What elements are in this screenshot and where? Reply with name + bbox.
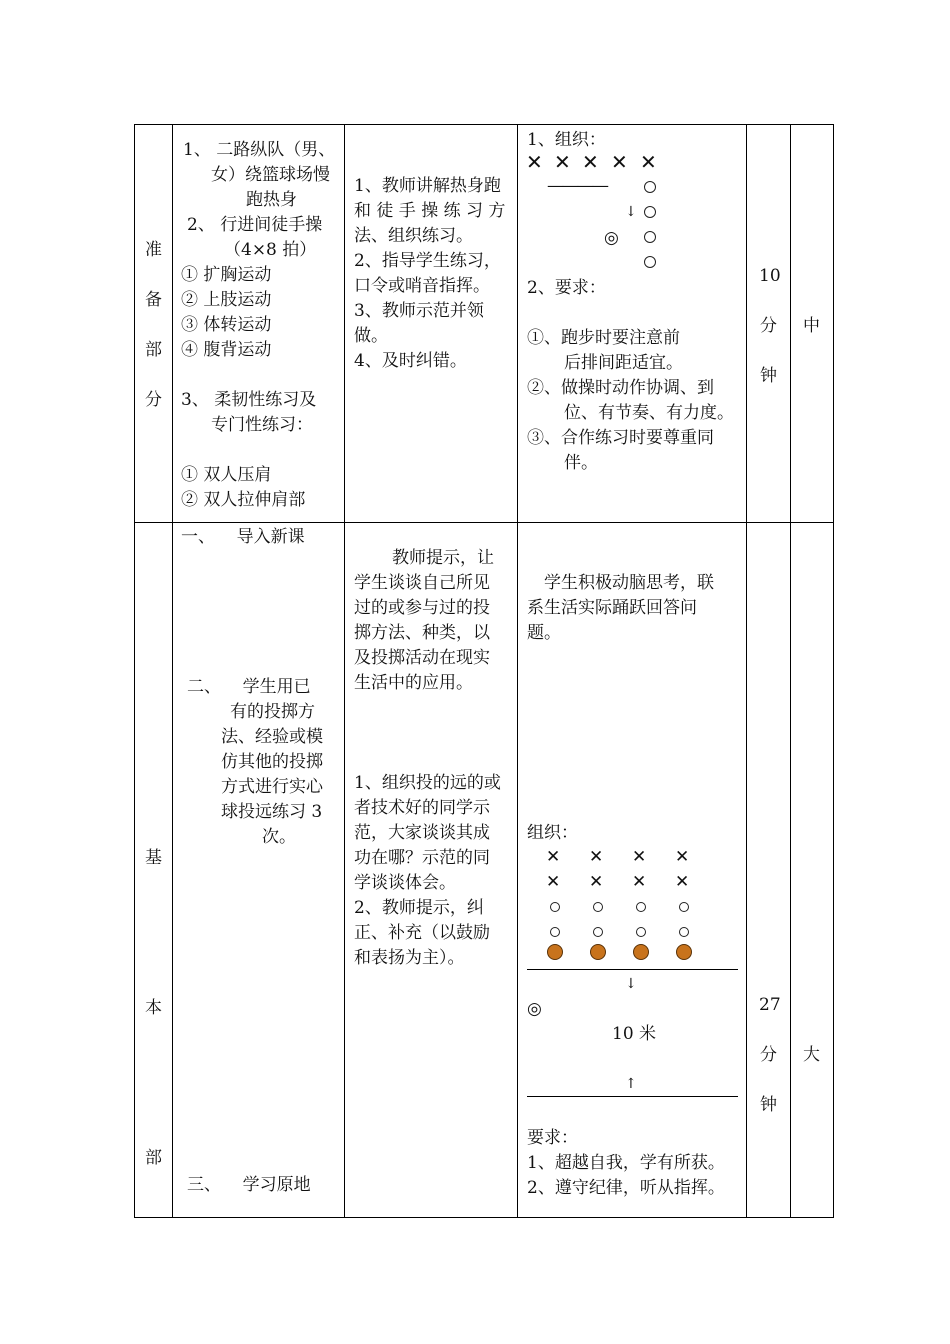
student-circle-icon <box>550 927 560 937</box>
basic-teacher-line: 学谈谈体会。 <box>354 873 456 893</box>
table-col-divider <box>172 124 173 1218</box>
table-col-divider <box>790 124 791 1218</box>
basic-content-line: 次。 <box>262 827 296 847</box>
basic-teacher-line: 掷方法、种类，以 <box>354 623 490 643</box>
student-cross-icon: ✕ <box>546 847 561 867</box>
basic-content-line: 一、 导入新课 <box>181 527 305 547</box>
student-circle-icon <box>593 902 603 912</box>
prep-content-line: ④ 腹背运动 <box>181 340 272 360</box>
prep-content-line: 女）绕篮球场慢 <box>211 165 330 185</box>
student-circle-icon <box>679 927 689 937</box>
student-cross-icon: ✕ <box>611 150 628 174</box>
basic-req-line: 2、遵守纪律，听从指挥。 <box>527 1178 725 1198</box>
prep-content-line: 2、 行进间徒手操 <box>187 215 323 235</box>
prep-req-line: 后排间距适宜。 <box>564 353 683 373</box>
prep-content-line: 3、 柔韧性练习及 <box>181 390 317 410</box>
arrow-down-icon: ↓ <box>625 204 637 220</box>
prep-teacher-line: 口令或哨音指挥。 <box>354 276 490 296</box>
basic-content-line: 球投远练习 3 <box>221 802 323 822</box>
table-col-divider <box>517 124 518 1218</box>
student-cross-icon: ✕ <box>632 847 647 867</box>
prep-org-title: 1、组织： <box>527 130 606 150</box>
basic-time-unit: 钟 <box>760 1095 777 1115</box>
basic-student-line: 学生积极动脑思考，联 <box>544 573 714 593</box>
prep-teacher-line: 2、指导学生练习， <box>354 251 501 271</box>
table-col-divider <box>746 124 747 1218</box>
student-circle-icon <box>644 181 656 193</box>
prep-content-line: 跑热身 <box>246 190 297 210</box>
prep-req-line: ②、做操时动作协调、到 <box>527 378 714 398</box>
basic-teacher-line: 及投掷活动在现实 <box>354 648 490 668</box>
basic-teacher-line: 生活中的应用。 <box>354 673 473 693</box>
student-cross-icon: ✕ <box>640 150 657 174</box>
basic-content-line: 仿其他的投掷 <box>221 752 323 772</box>
student-cross-icon: ✕ <box>582 150 599 174</box>
student-cross-icon: ✕ <box>546 872 561 892</box>
prep-content-line: ② 上肢运动 <box>181 290 272 310</box>
prep-content-line: ② 双人拉伸肩部 <box>181 490 306 510</box>
section-label-char: 基 <box>145 848 162 868</box>
medicine-ball-icon <box>590 944 606 960</box>
basic-teacher-line: 范，大家谈谈其成 <box>354 823 490 843</box>
prep-content-line: 1、 二路纵队（男、 <box>183 140 336 160</box>
student-cross-icon: ✕ <box>589 847 604 867</box>
section-label-char: 准 <box>145 240 162 260</box>
basic-student-line: 题。 <box>527 623 561 643</box>
table-border-right <box>833 124 834 1218</box>
prep-teacher-line: 和 徒 手 操 练 习 方 <box>354 201 506 221</box>
teacher-double-circle-icon: ◎ <box>604 228 619 248</box>
basic-req-title: 要求： <box>527 1128 578 1148</box>
prep-intensity: 中 <box>803 316 820 336</box>
prep-teacher-line: 1、教师讲解热身跑 <box>354 176 501 196</box>
basic-content-line: 三、 学习原地 <box>187 1175 311 1195</box>
basic-teacher-line: 正、补充（以鼓励 <box>354 923 490 943</box>
student-circle-icon <box>550 902 560 912</box>
prep-teacher-line: 做。 <box>354 326 388 346</box>
basic-teacher-line: 功在哪？示范的同 <box>354 848 490 868</box>
basic-teacher-line: 2、教师提示，纠 <box>354 898 484 918</box>
basic-student-line: 系生活实际踊跃回答问 <box>527 598 697 618</box>
prep-time-unit: 分 <box>760 316 777 336</box>
basic-content-line: 二、 学生用已 <box>187 677 311 697</box>
student-circle-icon <box>636 902 646 912</box>
prep-req-line: 伴。 <box>564 453 598 473</box>
basic-req-line: 1、超越自我，学有所获。 <box>527 1153 725 1173</box>
prep-teacher-line: 法、组织练习。 <box>354 226 473 246</box>
prep-content-line: ① 扩胸运动 <box>181 265 272 285</box>
student-cross-icon: ✕ <box>589 872 604 892</box>
student-cross-icon: ✕ <box>675 872 690 892</box>
student-cross-icon: ✕ <box>526 150 543 174</box>
section-label-char: 分 <box>145 390 162 410</box>
basic-content-line: 有的投掷方 <box>230 702 315 722</box>
table-border-left <box>134 124 135 1218</box>
student-circle-icon <box>644 206 656 218</box>
student-circle-icon <box>593 927 603 937</box>
student-cross-icon: ✕ <box>632 872 647 892</box>
prep-req-line: 位、有节奏、有力度。 <box>564 403 734 423</box>
basic-teacher-line: 者技术好的同学示 <box>354 798 490 818</box>
basic-content-line: 方式进行实心 <box>221 777 323 797</box>
table-col-divider <box>344 124 345 1218</box>
arrow-up-icon: ↑ <box>625 1076 637 1092</box>
student-circle-icon <box>636 927 646 937</box>
basic-time-unit: 分 <box>760 1045 777 1065</box>
basic-intensity: 大 <box>803 1045 820 1065</box>
medicine-ball-icon <box>547 944 563 960</box>
table-row-divider <box>134 522 834 523</box>
distance-label: 10 米 <box>612 1024 657 1044</box>
landing-line <box>527 1096 738 1097</box>
arrow-down-icon: ↓ <box>625 976 637 992</box>
basic-teacher-line: 过的或参与过的投 <box>354 598 490 618</box>
basic-teacher-line: 和表扬为主）。 <box>354 948 465 968</box>
student-circle-icon <box>679 902 689 912</box>
student-circle-icon <box>644 231 656 243</box>
medicine-ball-icon <box>633 944 649 960</box>
basic-time-value: 27 <box>759 995 781 1015</box>
basic-teacher-line: 1、组织投的远的或 <box>354 773 501 793</box>
teacher-double-circle-icon: ◎ <box>527 999 542 1019</box>
section-label-char: 备 <box>145 290 162 310</box>
table-border-bottom <box>134 1217 834 1218</box>
prep-time-value: 10 <box>759 266 781 286</box>
student-cross-icon: ✕ <box>675 847 690 867</box>
basic-teacher-line: 学生谈谈自己所见 <box>354 573 490 593</box>
section-label-char: 部 <box>145 1148 162 1168</box>
table-border-top <box>134 124 834 125</box>
basic-org-title: 组织： <box>527 823 578 843</box>
prep-content-line: 专门性练习： <box>211 415 313 435</box>
student-cross-icon: ✕ <box>554 150 571 174</box>
prep-req-line: ①、跑步时要注意前 <box>527 328 680 348</box>
throw-line <box>527 969 738 970</box>
prep-teacher-line: 4、及时纠错。 <box>354 351 467 371</box>
section-label-char: 部 <box>145 340 162 360</box>
prep-req-title: 2、要求： <box>527 278 606 298</box>
basic-teacher-line: 教师提示，让 <box>392 548 494 568</box>
prep-content-line: ③ 体转运动 <box>181 315 272 335</box>
medicine-ball-icon <box>676 944 692 960</box>
basic-content-line: 法、经验或模 <box>221 727 323 747</box>
student-circle-icon <box>644 256 656 268</box>
prep-req-line: ③、合作练习时要尊重同 <box>527 428 714 448</box>
prep-content-line: ① 双人压肩 <box>181 465 272 485</box>
prep-content-line: （4×8 拍） <box>224 240 317 260</box>
prep-time-unit: 钟 <box>760 366 777 386</box>
row-dash-line: ———— <box>547 176 607 196</box>
section-label-char: 本 <box>145 998 162 1018</box>
prep-teacher-line: 3、教师示范并领 <box>354 301 484 321</box>
